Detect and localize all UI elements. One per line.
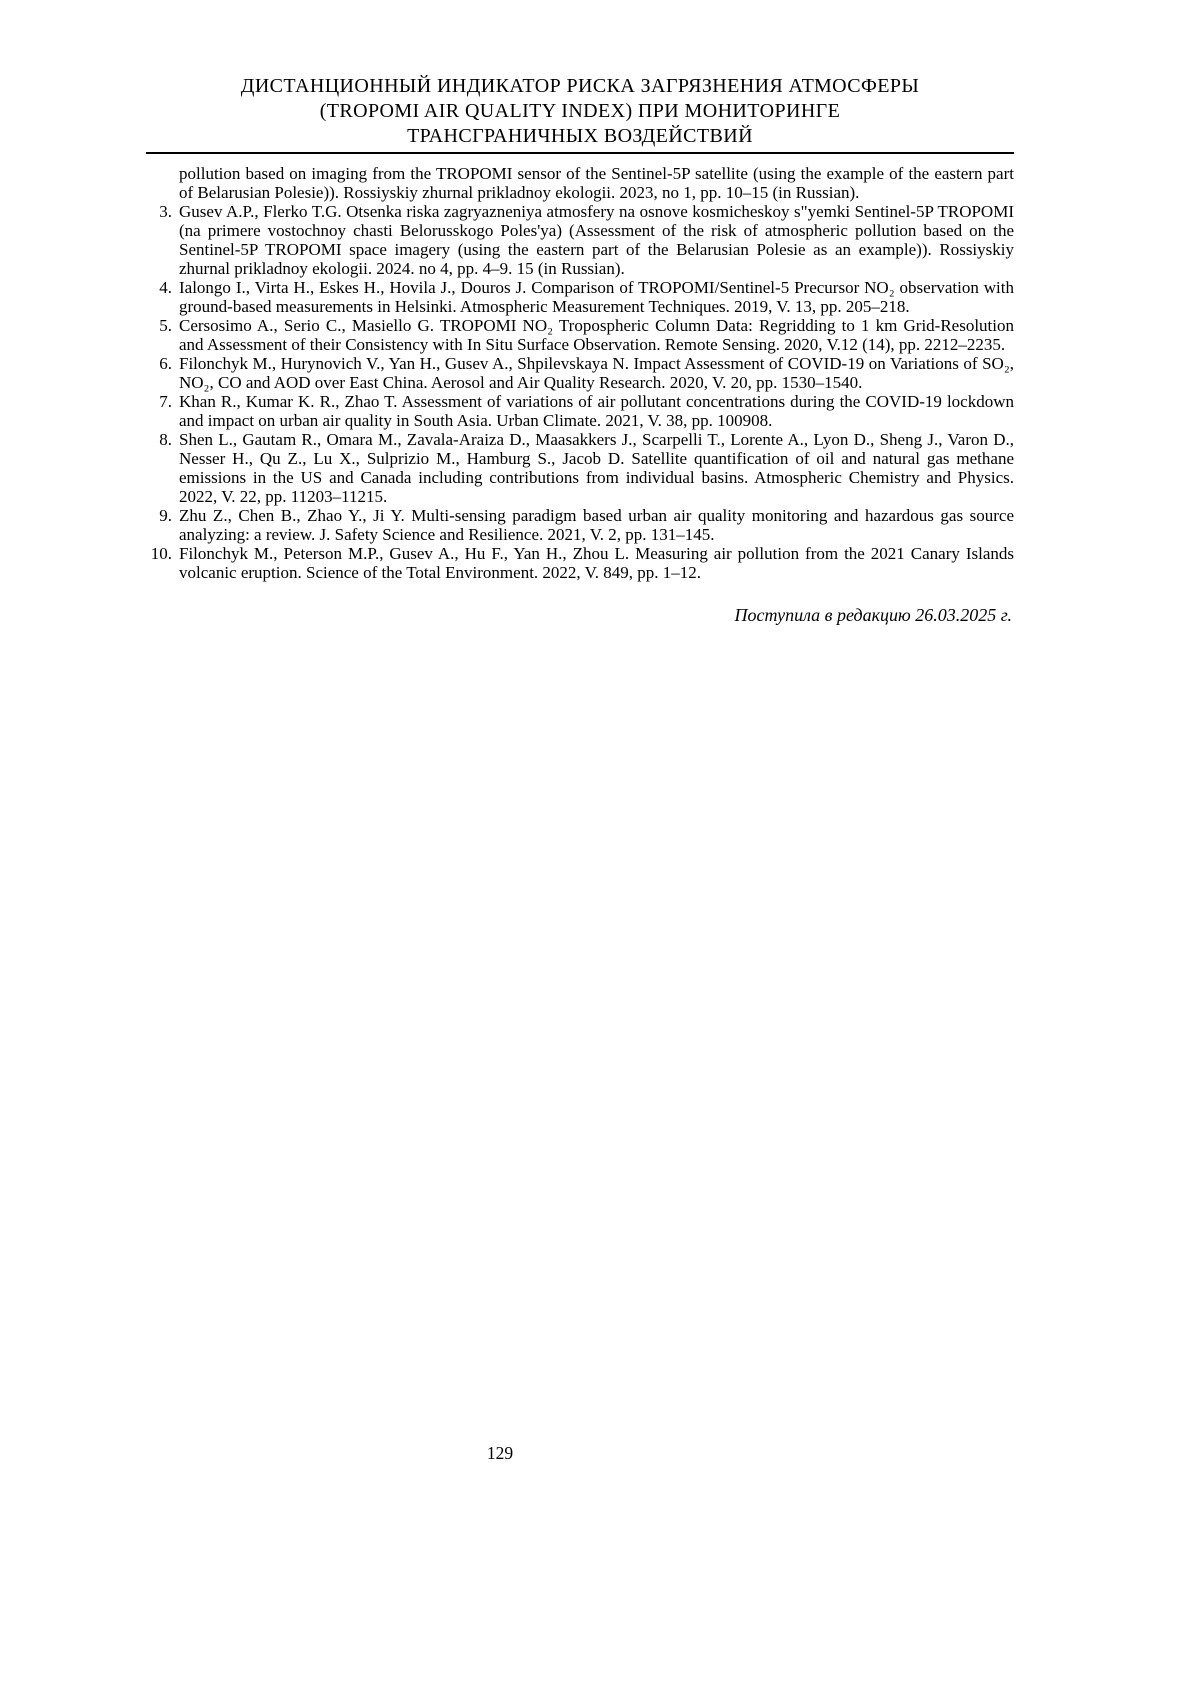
reference-item	[146, 506, 1014, 544]
reference-item	[146, 202, 1014, 278]
reference-text: Shen L., Gautam R., Omara M., Zavala-Araiza D., Maasakkers J., Scarpelli T., Lorente A., Lyon D., Sheng J., Varon D., Nesser H., Qu Z., Lu X., Sulprizio M., Hamburg S., Jacob D. Satellite quantification of oil and natural gas methane emissions in the US and Canada including contributions from individual basins. Atmospheric Chemistry and Physics. 2022, V. 22, pp. 11203–11215.	[179, 430, 1014, 506]
received-date-note: Поступила в редакцию 26.03.2025 г.	[734, 605, 1012, 625]
article-title-line-3: ТРАНСГРАНИЧНЫХ ВОЗДЕЙСТВИЙ	[407, 125, 753, 147]
reference-number: 8.	[159, 430, 172, 449]
header-rule	[146, 152, 1014, 154]
reference-text: Khan R., Kumar K. R., Zhao T. Assessment of variations of air pollutant concentrations during the COVID-19 lockdown and impact on urban air quality in South Asia. Urban Climate. 2021, V. 38, pp. 100908.	[179, 392, 1014, 430]
reference-text: Gusev A.P., Flerko T.G. Otsenka riska zagryazneniya atmosfery na osnove kosmicheskoy s"yemki Sentinel-5P TROPOMI (na primere vostochnoy chasti Belorusskogo Poles'ya) (Assessment of the risk of atmospheric pollution based on the Sentinel-5P TROPOMI space imagery (using the eastern part of the Belarusian Polesie as an example)). Rossiyskiy zhurnal prikladnoy ekologii. 2024. no 4, pp. 4–9. 15 (in Russian).	[179, 202, 1014, 278]
article-title-line-2: (TROPOMI AIR QUALITY INDEX) ПРИ МОНИТОРИНГЕ	[319, 100, 841, 122]
reference-number: 6.	[159, 354, 172, 373]
reference-item	[146, 354, 1014, 392]
reference-item	[146, 316, 1014, 354]
page-number: 129	[486, 1443, 514, 1463]
reference-number: 9.	[159, 506, 172, 525]
reference-text: Ialongo I., Virta H., Eskes H., Hovila J., Douros J. Comparison of TROPOMI/Sentinel-5 Precursor NO₂ observation with ground-based measurements in Helsinki. Atmospheric Measurement Techniques. 2019, V. 13, pp. 205–218.	[179, 278, 1014, 316]
reference-number: 10.	[150, 544, 172, 563]
reference-number: 5.	[159, 316, 172, 335]
reference-item	[146, 392, 1014, 430]
reference-text: Filonchyk M., Peterson M.P., Gusev A., Hu F., Yan H., Zhou L. Measuring air pollution from the 2021 Canary Islands volcanic eruption. Science of the Total Environment. 2022, V. 849, pp. 1–12.	[179, 544, 1014, 582]
reference-number: 3.	[159, 202, 172, 221]
reference-item	[146, 430, 1014, 506]
article-title	[146, 74, 1014, 149]
document-page	[146, 74, 1014, 625]
reference-item	[146, 278, 1014, 316]
reference-text: Filonchyk M., Hurynovich V., Yan H., Gusev A., Shpilevskaya N. Impact Assessment of COVID-19 on Variations of SO₂, NO₂, CO and AOD over East China. Aerosol and Air Quality Research. 2020, V. 20, pp. 1530–1540.	[179, 354, 1014, 392]
reference-list	[146, 202, 1014, 582]
reference-text: Zhu Z., Chen B., Zhao Y., Ji Y. Multi-sensing paradigm based urban air quality monitoring and hazardous gas source analyzing: a review. J. Safety Science and Resilience. 2021, V. 2, pp. 131–145.	[179, 506, 1014, 544]
reference-number: 7.	[159, 392, 172, 411]
reference-number: 4.	[159, 278, 172, 297]
article-title-line-1: ДИСТАНЦИОННЫЙ ИНДИКАТОР РИСКА ЗАГРЯЗНЕНИЯ АТМОСФЕРЫ	[240, 75, 920, 97]
reference-item	[146, 544, 1014, 582]
reference-continuation: pollution based on imaging from the TROPOMI sensor of the Sentinel-5P satellite (using the example of the eastern part of Belarusian Polesie)). Rossiyskiy zhurnal prikladnoy ekologii. 2023, no 1, pp. 10–15 (in Russian).	[179, 164, 1014, 202]
reference-text: Cersosimo A., Serio C., Masiello G. TROPOMI NO₂ Tropospheric Column Data: Regridding to 1 km Grid-Resolution and Assessment of their Consistency with In Situ Surface Observation. Remote Sensing. 2020, V.12 (14), pp. 2212–2235.	[179, 316, 1014, 354]
references-section	[146, 164, 1014, 625]
